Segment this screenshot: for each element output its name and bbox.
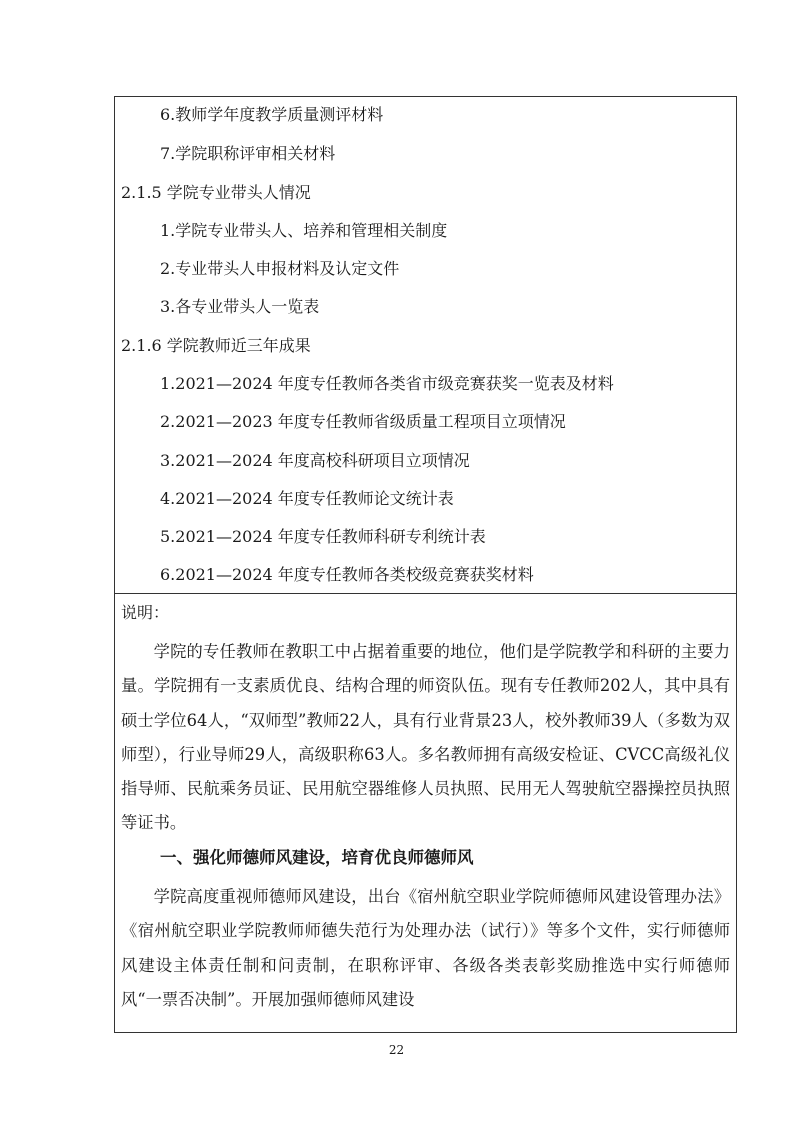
- list-item: 4.2021—2024 年度专任教师论文统计表: [160, 489, 454, 508]
- section-title: 一、强化师德师风建设，培育优良师德师风: [160, 848, 474, 867]
- page-number: 22: [388, 1043, 405, 1057]
- explanation-paragraph: 学院的专任教师在教职工中占据着重要的地位，他们是学院教学和科研的主要力量。学院拥有一支素质优良、结构合理的师资队伍。现有专任教师202人，其中具有硕士学位64人，“双师型”教师22人，具有行业背景23人，校外教师39人（多数为双师型），行业导师29人，高级职称63人。多名教师拥有高级安检证、CVCC高级礼仪指导师、民航乘务员证、民用航空器维修人员执照、民用无人驾驶航空器操控员执照等证书。: [121, 642, 730, 833]
- list-item: 2.专业带头人申报材料及认定文件: [160, 259, 400, 278]
- list-item: 7.学院职称评审相关材料: [160, 144, 336, 163]
- list-item: 2.2021—2023 年度专任教师省级质量工程项目立项情况: [160, 412, 566, 431]
- list-item: 6.教师学年度教学质量测评材料: [160, 105, 384, 124]
- body-paragraph: 学院高度重视师德师风建设，出台《宿州航空职业学院师德师风建设管理办法》《宿州航空职业学院教师师德失范行为处理办法（试行）》等多个文件，实行师德师风建设主体责任制和问责制，在职称评审、各级各类表彰奖励推选中实行师德师风“一票否决制”。开展加强师德师风建设: [121, 887, 730, 1009]
- list-item: 3.2021—2024 年度高校科研项目立项情况: [160, 451, 470, 470]
- list-item: 3.各专业带头人一览表: [160, 297, 320, 316]
- list-item: 5.2021—2024 年度专任教师科研专利统计表: [160, 527, 486, 546]
- list-item: 1.2021—2024 年度专任教师各类省市级竞赛获奖一览表及材料: [160, 374, 614, 393]
- table-divider: [115, 593, 736, 594]
- section-heading: 2.1.5 学院专业带头人情况: [121, 183, 311, 202]
- list-item: 6.2021—2024 年度专任教师各类校级竞赛获奖材料: [160, 565, 534, 584]
- content-table: [114, 96, 737, 1033]
- section-heading: 2.1.6 学院教师近三年成果: [121, 336, 311, 355]
- explanation-label: 说明：: [121, 603, 170, 622]
- list-item: 1.学院专业带头人、培养和管理相关制度: [160, 221, 448, 240]
